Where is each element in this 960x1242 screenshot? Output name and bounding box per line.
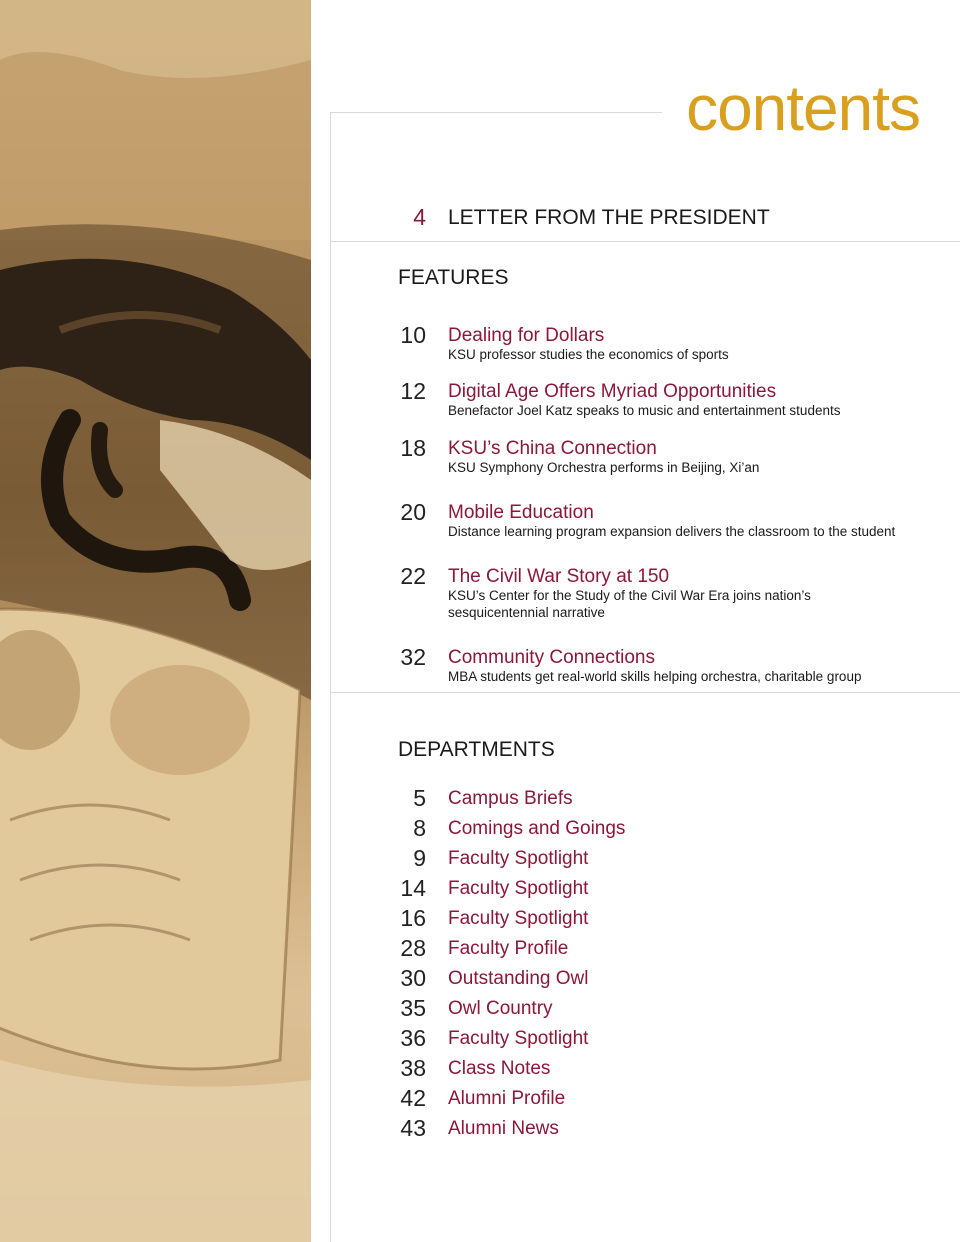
department-title[interactable]: Comings and Goings bbox=[448, 818, 626, 839]
feature-title[interactable]: Digital Age Offers Myriad Opportunities bbox=[448, 381, 777, 402]
feature-page-number: 32 bbox=[400, 644, 426, 670]
feature-page-number: 22 bbox=[400, 563, 426, 589]
department-title[interactable]: Campus Briefs bbox=[448, 788, 573, 809]
department-page-number: 38 bbox=[400, 1055, 426, 1081]
department-page-number: 16 bbox=[400, 905, 426, 931]
department-title[interactable]: Faculty Profile bbox=[448, 938, 569, 959]
page-title: contents bbox=[686, 72, 920, 144]
feature-page-number: 18 bbox=[400, 435, 426, 461]
department-title[interactable]: Faculty Spotlight bbox=[448, 908, 589, 929]
features-heading: FEATURES bbox=[398, 266, 509, 289]
departments-heading: DEPARTMENTS bbox=[398, 738, 555, 761]
feature-page-number: 20 bbox=[400, 499, 426, 525]
letter-title[interactable]: LETTER FROM THE PRESIDENT bbox=[448, 206, 770, 229]
letter-page-number: 4 bbox=[413, 204, 426, 230]
feature-description: KSU professor studies the economics of sports bbox=[448, 347, 729, 362]
divider-letter bbox=[330, 241, 960, 242]
department-page-number: 5 bbox=[413, 785, 426, 811]
divider-features bbox=[330, 692, 960, 693]
department-page-number: 8 bbox=[413, 815, 426, 841]
feature-title[interactable]: Community Connections bbox=[448, 647, 655, 668]
department-page-number: 28 bbox=[400, 935, 426, 961]
department-page-number: 42 bbox=[400, 1085, 426, 1111]
department-title[interactable]: Class Notes bbox=[448, 1058, 551, 1079]
feature-description: Benefactor Joel Katz speaks to music and entertainment students bbox=[448, 403, 841, 418]
cover-photo bbox=[0, 0, 311, 1242]
department-page-number: 30 bbox=[400, 965, 426, 991]
feature-page-number: 12 bbox=[400, 378, 426, 404]
department-title[interactable]: Outstanding Owl bbox=[448, 968, 589, 989]
feature-description: KSU Symphony Orchestra performs in Beijing, Xi’an bbox=[448, 460, 760, 475]
department-title[interactable]: Faculty Spotlight bbox=[448, 878, 589, 899]
feature-page-number: 10 bbox=[400, 322, 426, 348]
department-page-number: 36 bbox=[400, 1025, 426, 1051]
feature-title[interactable]: Mobile Education bbox=[448, 502, 594, 523]
department-title[interactable]: Faculty Spotlight bbox=[448, 1028, 589, 1049]
feature-description: Distance learning program expansion delivers the classroom to the student bbox=[448, 524, 896, 539]
feature-title[interactable]: KSU’s China Connection bbox=[448, 438, 657, 459]
department-title[interactable]: Alumni News bbox=[448, 1118, 559, 1139]
department-title[interactable]: Alumni Profile bbox=[448, 1088, 566, 1109]
department-page-number: 9 bbox=[413, 845, 426, 871]
department-title[interactable]: Faculty Spotlight bbox=[448, 848, 589, 869]
feature-title[interactable]: The Civil War Story at 150 bbox=[448, 566, 670, 587]
department-title[interactable]: Owl Country bbox=[448, 998, 553, 1019]
department-page-number: 14 bbox=[400, 875, 426, 901]
department-page-number: 35 bbox=[400, 995, 426, 1021]
feature-description: KSU’s Center for the Study of the Civil War Era joins nation’s sesquicentennial narrative bbox=[448, 588, 811, 620]
frame-top-rule bbox=[330, 112, 662, 113]
feature-title[interactable]: Dealing for Dollars bbox=[448, 325, 605, 346]
frame-vertical-rule bbox=[330, 112, 331, 1242]
feature-description: MBA students get real-world skills helping orchestra, charitable group bbox=[448, 669, 862, 684]
department-page-number: 43 bbox=[400, 1115, 426, 1141]
revolver-and-banknote-image bbox=[0, 0, 311, 1242]
